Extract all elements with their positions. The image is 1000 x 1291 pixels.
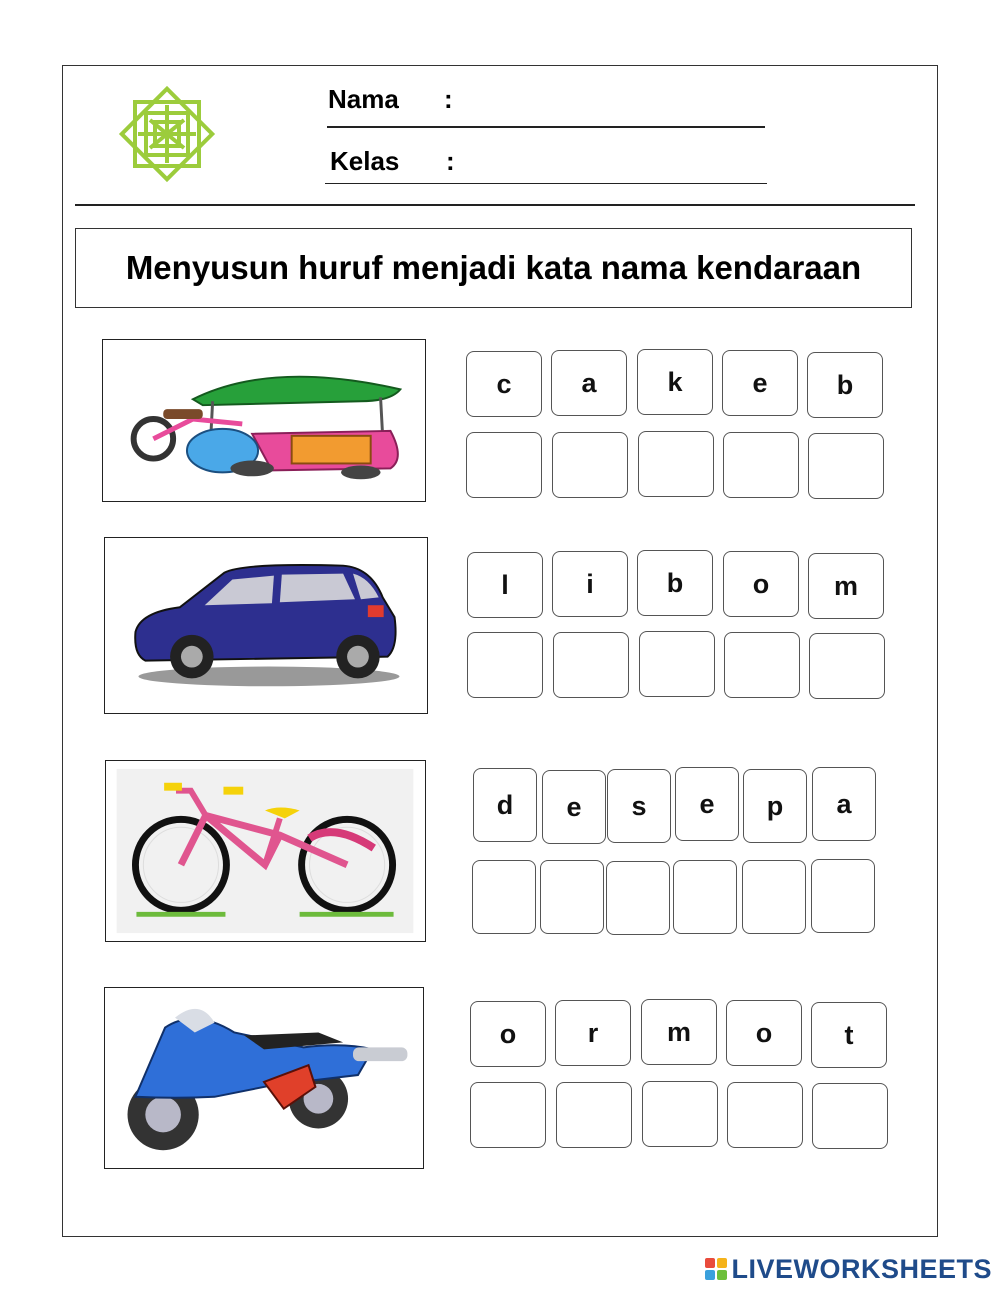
answer-box[interactable] — [812, 1083, 888, 1149]
letter-tile[interactable]: s — [607, 769, 671, 843]
answer-box[interactable] — [556, 1082, 632, 1148]
letter-tile[interactable]: t — [811, 1002, 887, 1068]
answer-box[interactable] — [639, 631, 715, 697]
answer-box[interactable] — [673, 860, 737, 934]
letter-tile[interactable]: o — [723, 551, 799, 617]
letter-tile[interactable]: i — [552, 551, 628, 617]
answer-box[interactable] — [540, 860, 604, 934]
worksheet-title — [75, 228, 912, 308]
liveworksheets-brand — [705, 1255, 992, 1283]
answer-box[interactable] — [467, 632, 543, 698]
letter-tile[interactable]: l — [467, 552, 543, 618]
answer-box[interactable] — [470, 1082, 546, 1148]
answer-box[interactable] — [638, 431, 714, 497]
letter-tile[interactable]: b — [807, 352, 883, 418]
answer-box[interactable] — [466, 432, 542, 498]
letter-tile[interactable]: o — [726, 1000, 802, 1066]
letter-tile[interactable]: c — [466, 351, 542, 417]
title-text: Menyusun huruf menjadi kata nama kendaraan — [125, 249, 862, 286]
letter-tile[interactable]: a — [551, 350, 627, 416]
name-field[interactable] — [327, 126, 765, 128]
liveworksheets-logo-icon — [705, 1258, 727, 1280]
letter-tile[interactable]: m — [808, 553, 884, 619]
brand-text: LIVEWORKSHEETS — [731, 1253, 992, 1284]
letter-tile[interactable]: e — [722, 350, 798, 416]
motorcycle-picture — [104, 987, 424, 1169]
letter-tile[interactable]: p — [743, 769, 807, 843]
class-field[interactable] — [325, 183, 767, 184]
answer-box[interactable] — [809, 633, 885, 699]
car-picture — [104, 537, 428, 714]
answer-box[interactable] — [552, 432, 628, 498]
class-colon: : — [446, 146, 455, 176]
answer-box[interactable] — [811, 859, 875, 933]
beca-picture — [102, 339, 426, 502]
letter-tile[interactable]: d — [473, 768, 537, 842]
bicycle-picture — [105, 760, 426, 942]
answer-box[interactable] — [553, 632, 629, 698]
name-label: Nama — [328, 84, 399, 114]
letter-tile[interactable]: m — [641, 999, 717, 1065]
letter-tile[interactable]: b — [637, 550, 713, 616]
answer-box[interactable] — [727, 1082, 803, 1148]
answer-box[interactable] — [724, 632, 800, 698]
letter-tile[interactable]: e — [542, 770, 606, 844]
class-label: Kelas — [330, 146, 400, 176]
answer-box[interactable] — [742, 860, 806, 934]
letter-tile[interactable]: k — [637, 349, 713, 415]
answer-box[interactable] — [808, 433, 884, 499]
name-colon: : — [444, 84, 453, 114]
islamic-pattern-logo — [105, 75, 229, 193]
letter-tile[interactable]: a — [812, 767, 876, 841]
letter-tile[interactable]: e — [675, 767, 739, 841]
answer-box[interactable] — [642, 1081, 718, 1147]
answer-box[interactable] — [472, 860, 536, 934]
letter-tile[interactable]: o — [470, 1001, 546, 1067]
letter-tile[interactable]: r — [555, 1000, 631, 1066]
header-divider — [75, 204, 915, 206]
answer-box[interactable] — [723, 432, 799, 498]
answer-box[interactable] — [606, 861, 670, 935]
